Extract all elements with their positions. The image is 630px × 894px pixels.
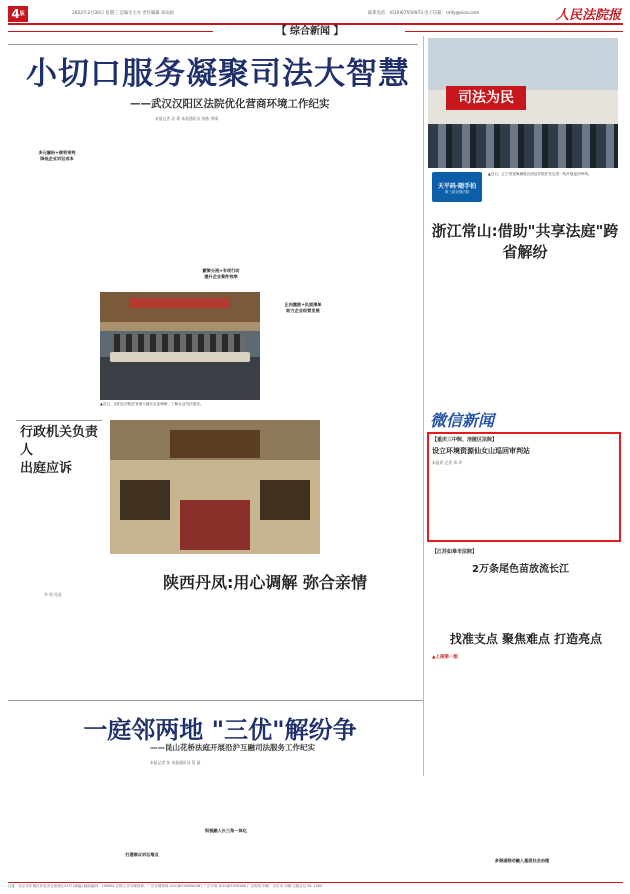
photo-bench: [170, 430, 260, 458]
center-body-1: [20, 604, 116, 694]
bottom-body-2: [102, 770, 182, 880]
lead-subtitle: ——武汉汉阳区法院优化营商环境工作纪实: [130, 98, 330, 110]
side-left-headline: 行政机关负责人 出庭应诉: [20, 425, 99, 476]
section-rule-left: [8, 31, 213, 32]
page-number-box: [8, 6, 28, 22]
bottom-byline: 本报记者 张 本报通讯员 蔡 晶: [150, 760, 201, 765]
photo-floor: [180, 500, 250, 550]
weixin-title: 微信新闻: [430, 411, 495, 430]
bottom-subhead-2: 打通群众诉讼堵点: [125, 852, 159, 857]
lead-title-rule: [8, 44, 418, 45]
center-body-4: [320, 604, 416, 694]
footer-rule: [8, 882, 623, 883]
lead-body-col-4: [264, 128, 342, 388]
bottom-body-1: [18, 770, 98, 880]
bottom-rule: [8, 700, 423, 701]
logo-subtext: 第三届全国法院: [444, 190, 470, 194]
bottom-body-3: [186, 770, 266, 880]
lead-body-col-3: [182, 128, 260, 248]
photo-sign: 司法为民: [446, 86, 526, 110]
lead-body-col-5: [346, 128, 418, 388]
weixin-brief-body-2: [526, 578, 616, 628]
center-headline: 陕西丹凤:用心调解 弥合亲情: [163, 573, 367, 592]
masthead: 人民法院报: [556, 8, 622, 23]
lead-byline: 本报记者 涂 莉 本报通讯员 张皓 李靖: [155, 116, 218, 121]
lead-subhead-1: 多元解纷+便利审判 降低企业诉讼成本: [38, 150, 76, 161]
section-rule-right: [405, 31, 623, 32]
lead-subhead-2: 繁简分流+专项行动 提升企业案件效率: [202, 268, 240, 279]
bottom-body-4: [270, 770, 342, 880]
tianpingma-logo: [432, 172, 482, 202]
page-unit: 版: [19, 11, 25, 17]
weixin-section-title: [430, 408, 550, 428]
pointer-body-1: [432, 662, 522, 872]
lead-photo-caption: ▲近日，汉阳区法院法官深入辖区企业调研，了解企业司法需求。: [100, 402, 204, 406]
weixin-body-2: [526, 436, 616, 538]
weixin-brief-label: 【江苏如皋市法院】: [432, 549, 478, 555]
bottom-subtitle: ——昆山花桥法庭开展沿沪互融司法服务工作纪实: [150, 743, 315, 752]
right-top-body-2: [526, 250, 618, 400]
center-right-body: [326, 420, 420, 554]
side-left-body: [20, 470, 100, 590]
bottom-subhead-right: 多渠道联动融入基层社会治理: [494, 858, 550, 863]
bottom-headline: 一庭邻两地 "三优"解纷争: [83, 716, 357, 744]
photo-banner: [130, 298, 230, 308]
contact-line: 联系电话：(010)67550973 电子信箱：rmfy@sina.com: [368, 11, 480, 16]
photo-table: [110, 352, 250, 362]
lead-headline: 小切口服务凝聚司法大智慧: [26, 56, 410, 92]
weixin-byline: 本报讯 记者 邓 玲: [432, 460, 463, 465]
weixin-brief-headline: 2万条尾色苗放流长江: [472, 564, 569, 575]
lead-subhead-3: 正向激励+负面清单 助力企业经营发展: [284, 302, 322, 313]
photo-people: [114, 334, 246, 352]
page-number: 4: [11, 7, 20, 21]
center-body-2: [120, 604, 216, 694]
center-body-3: [220, 604, 316, 694]
weixin-body-1: [432, 468, 520, 538]
date-line: 2022年3月30日 星期三 总编室主办 责任编辑 高雨雨: [72, 11, 174, 16]
side-left-byline: 李 明 肖浩: [44, 592, 62, 597]
bottom-subhead-1: 积极融入长三角一体化: [205, 828, 247, 833]
photo-crowd: [428, 124, 618, 168]
page-header: [8, 6, 623, 22]
lead-photo: [100, 292, 260, 400]
pointer-headline: 找准支点 聚焦难点 打造亮点: [449, 632, 603, 646]
col-divider-right: [423, 36, 424, 776]
weixin-headline: 设立环境资源仙女山巡回审判站: [432, 447, 530, 455]
bottom-body-5: [346, 770, 418, 880]
right-top-headline: 浙江常山:借助"共享法庭"跨省解纷: [431, 222, 619, 261]
photo-desk-right: [260, 480, 310, 520]
section-label: 【 综合新闻 】: [276, 26, 344, 37]
logo-text: 天平码·随手拍: [437, 183, 477, 190]
right-top-caption: ▲近日，辽宁省宽甸满族自治县法院法官走进一线开展巡回审判。: [488, 172, 592, 176]
weixin-brief-body-1: [432, 578, 520, 628]
pointer-arrow: ▲上接第一版: [432, 655, 458, 660]
weixin-label: 【重庆三中院、涪陵区法院】: [432, 437, 498, 443]
right-top-photo: [428, 38, 618, 168]
pointer-body-2: [528, 662, 618, 872]
side-left-rule: [16, 420, 102, 421]
photo-desk-left: [120, 480, 170, 520]
center-photo: [110, 420, 320, 554]
footer-text: 社址：北京市东城区东花市北里西区22号 (邮编) 邮政编码：100062 法院公告办理咨询、广告办理咨询 (010)67550583/67 广告专用 (010)67550588 广告热线 印刷：京东市 印刷 出版总社 ID: 1000: [8, 884, 323, 888]
